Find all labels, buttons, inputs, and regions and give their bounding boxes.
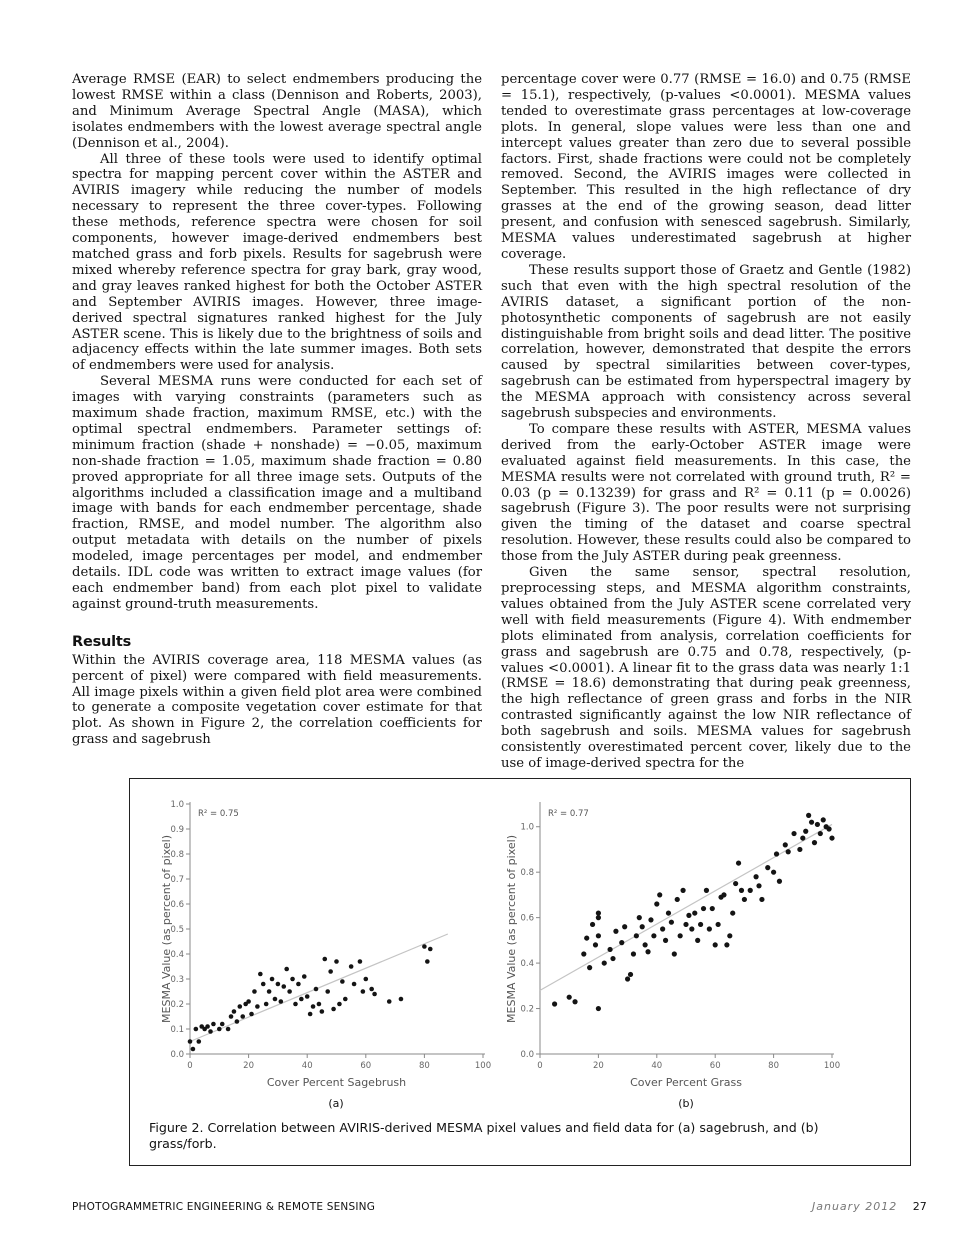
data-point: [739, 888, 744, 893]
data-point: [602, 960, 607, 965]
data-point: [678, 933, 683, 938]
figure-caption: Figure 2. Correlation between AVIRIS-derived MESMA pixel values and field data for (a) sagebrush, and (b) grass/forb.: [149, 1120, 819, 1151]
data-point: [317, 1002, 322, 1007]
data-point: [733, 881, 738, 886]
data-point: [567, 995, 572, 1000]
data-point: [829, 835, 834, 840]
data-point: [736, 860, 741, 865]
data-point: [797, 847, 802, 852]
data-point: [364, 977, 369, 982]
data-point: [208, 1029, 213, 1034]
data-point: [325, 989, 330, 994]
data-point: [261, 982, 266, 987]
data-point: [293, 1002, 298, 1007]
data-point: [625, 976, 630, 981]
data-point: [552, 1001, 557, 1006]
data-point: [651, 933, 656, 938]
y-tick-label: 0.7: [170, 875, 184, 885]
data-point: [220, 1022, 225, 1027]
data-point: [572, 999, 577, 1004]
y-tick-label: 0.0: [520, 1050, 534, 1060]
data-point: [721, 892, 726, 897]
data-point: [730, 910, 735, 915]
data-point: [314, 987, 319, 992]
y-tick-label: 0.1: [170, 1025, 184, 1035]
data-point: [637, 915, 642, 920]
y-tick-label: 0.2: [520, 1004, 534, 1015]
data-point: [273, 997, 278, 1002]
data-point: [361, 989, 366, 994]
x-tick-label: 40: [301, 1061, 313, 1071]
data-point: [299, 997, 304, 1002]
data-point: [267, 989, 272, 994]
x-tick-label: 20: [592, 1061, 604, 1071]
data-point: [713, 942, 718, 947]
data-point: [358, 959, 363, 964]
data-point: [698, 922, 703, 927]
data-point: [305, 994, 310, 999]
y-tick-label: 1.0: [520, 822, 534, 833]
y-tick-label: 0.3: [170, 975, 184, 985]
data-point: [387, 999, 392, 1004]
data-point: [422, 944, 427, 949]
data-point: [581, 951, 586, 956]
data-point: [322, 957, 327, 962]
data-point: [821, 817, 826, 822]
data-point: [689, 926, 694, 931]
y-tick-label: 0.6: [170, 900, 184, 910]
data-point: [680, 888, 685, 893]
data-point: [809, 820, 814, 825]
x-axis-label: Cover Percent Sagebrush: [266, 1076, 407, 1089]
data-point: [675, 897, 680, 902]
data-point: [235, 1019, 240, 1024]
data-point: [270, 977, 275, 982]
y-axis-label: MESMA Value (as percent of pixel): [160, 835, 173, 1023]
data-point: [328, 969, 333, 974]
data-point: [593, 942, 598, 947]
x-tick-label: 40: [651, 1061, 663, 1071]
data-point: [607, 947, 612, 952]
data-point: [596, 915, 601, 920]
issue-date: January 2012: [812, 1200, 898, 1213]
y-tick-label: 0.5: [170, 925, 184, 935]
x-tick-label: 100: [823, 1061, 841, 1071]
y-tick-label: 0.6: [520, 913, 534, 924]
y-tick-label: 0.2: [170, 1000, 184, 1010]
data-point: [240, 1014, 245, 1019]
data-point: [211, 1022, 216, 1027]
figure-2-plots: [130, 779, 910, 1115]
data-point: [786, 849, 791, 854]
x-tick-label: 0: [187, 1061, 193, 1071]
data-point: [815, 822, 820, 827]
data-point: [631, 951, 636, 956]
r-squared-label: R² = 0.75: [198, 809, 239, 819]
data-point: [777, 879, 782, 884]
data-point: [704, 888, 709, 893]
data-point: [226, 1027, 231, 1032]
paragraph: Several MESMA runs were conducted for each set of images with varying constraints (parameters such as maximum shade fraction, maximum RMSE, etc.) with the optimal spectral endmembers. Parameter settings of: minimum fraction (shade + nonshade) = −0.05, maximum non-shade fraction = 1.05, maximum shade fraction = 0.80 proved appropriate for all three image sets. Outputs of the algorithms included a classification image and a multiband image with bands for each endmember percentage, shade fraction, RMSE, and model number. The algorithm also output metadata with details on the number of pixels modeled, image percentages per model, and endmember details. IDL code was written to extract image values (for each endmember band) from each plot pixel to validate against ground-truth measurements.: [72, 374, 482, 612]
data-point: [343, 997, 348, 1002]
y-tick-label: 0.8: [170, 850, 184, 860]
data-point: [774, 851, 779, 856]
data-point: [695, 938, 700, 943]
data-point: [194, 1027, 199, 1032]
data-point: [276, 982, 281, 987]
data-point: [818, 831, 823, 836]
data-point: [334, 959, 339, 964]
page-number: 27: [912, 1200, 927, 1213]
data-point: [619, 940, 624, 945]
regression-line: [190, 934, 448, 1042]
data-point: [759, 897, 764, 902]
data-point: [428, 947, 433, 952]
y-tick-label: 1.0: [170, 800, 184, 810]
data-point: [701, 906, 706, 911]
data-point: [349, 964, 354, 969]
data-point: [284, 967, 289, 972]
journal-name: PHOTOGRAMMETRIC ENGINEERING & REMOTE SENSING: [72, 1201, 376, 1213]
y-tick-label: 0.8: [520, 868, 534, 879]
data-point: [352, 982, 357, 987]
panel-label: (b): [678, 1097, 694, 1110]
data-point: [369, 987, 374, 992]
data-point: [290, 977, 295, 982]
data-point: [645, 949, 650, 954]
data-point: [296, 982, 301, 987]
x-tick-label: 60: [360, 1061, 372, 1071]
data-point: [587, 965, 592, 970]
data-point: [648, 917, 653, 922]
data-point: [663, 938, 668, 943]
data-point: [264, 1002, 269, 1007]
data-point: [249, 1012, 254, 1017]
data-point: [320, 1009, 325, 1014]
data-point: [672, 951, 677, 956]
data-point: [311, 1004, 316, 1009]
figure-2: [129, 778, 911, 1166]
page-footer: [812, 1200, 927, 1213]
data-point: [238, 1004, 243, 1009]
data-point: [643, 942, 648, 947]
data-point: [596, 910, 601, 915]
paragraph: To compare these results with ASTER, MESMA values derived from the early-October ASTER image were evaluated against field measurements. In this case, the MESMA results were not correlated with ground truth, R² = 0.03 (p = 0.13239) for grass and R² = 0.11 (p = 0.0026) sagebrush (Figure 3). The poor results were not surprising given the timing of the dataset and coarse spectral resolution. However, these results could also be compared to those from the July ASTER during peak greenness.: [501, 421, 911, 565]
results-heading: Results: [72, 633, 132, 650]
data-point: [590, 922, 595, 927]
data-point: [812, 840, 817, 845]
data-point: [724, 942, 729, 947]
data-point: [640, 924, 645, 929]
data-point: [826, 826, 831, 831]
data-point: [188, 1039, 193, 1044]
data-point: [634, 933, 639, 938]
data-point: [596, 1006, 601, 1011]
paragraph: Given the same sensor, spectral resolution, preprocessing steps, and MESMA algorithm constraints, values obtained from the July ASTER scene correlated very well with field measurements (Figure 4). With endmember plots eliminated from analysis, correlation coefficients for grass and sagebrush are 0.75 and 0.78, respectively, (p-values <0.0001). A linear fit to the grass data was nearly 1:1 (RMSE = 18.6) demonstrating that during peak greenness, the high reflectance of green grass and forbs in the NIR contrasted significantly against the low NIR reflectance of both sagebrush and soils. MESMA values for sagebrush consistently overestimated percent cover, likely due to the use of image-derived spectra for the: [501, 565, 911, 771]
data-point: [255, 1004, 260, 1009]
r-squared-label: R² = 0.77: [548, 809, 589, 819]
data-point: [686, 913, 691, 918]
data-point: [628, 972, 633, 977]
data-point: [707, 926, 712, 931]
data-point: [596, 933, 601, 938]
data-point: [806, 813, 811, 818]
data-point: [205, 1024, 210, 1029]
x-tick-label: 80: [418, 1061, 430, 1071]
left-text-column: [72, 72, 482, 748]
data-point: [803, 829, 808, 834]
y-axis-label: MESMA Value (as percent of pixel): [505, 835, 518, 1023]
data-point: [302, 974, 307, 979]
paragraph: Within the AVIRIS coverage area, 118 MESMA values (as percent of pixel) were compared with field measurements. All image pixels within a given field plot area were combined to generate a composite vegetation cover estimate for that plot. As shown in Figure 2, the correlation coefficients for grass and sagebrush: [72, 652, 482, 748]
data-point: [232, 1009, 237, 1014]
data-point: [771, 870, 776, 875]
data-point: [252, 989, 257, 994]
data-point: [765, 865, 770, 870]
data-point: [331, 1007, 336, 1012]
data-point: [727, 933, 732, 938]
y-tick-label: 0.4: [170, 950, 184, 960]
data-point: [756, 883, 761, 888]
data-point: [783, 842, 788, 847]
data-point: [281, 984, 286, 989]
data-point: [191, 1047, 196, 1052]
data-point: [584, 935, 589, 940]
x-tick-label: 80: [768, 1061, 780, 1071]
data-point: [258, 972, 263, 977]
paragraph: All three of these tools were used to identify optimal spectra for mapping percent cover within the ASTER and AVIRIS imagery while reducing the number of models necessary to represent the three cover-types. Following these methods, reference spectra were chosen for soil components, however image-derived endmembers best matched grass and forb pixels. Results for sagebrush were mixed whereby reference spectra for gray bark, gray wood, and gray leaves ranked highest for both the October ASTER and September AVIRIS images. However, three image-derived spectral signatures ranked highest for the July ASTER scene. This is likely due to the brightness of soils and adjacency effects within the late summer images. Both sets of endmembers were used for analysis.: [72, 151, 482, 374]
data-point: [657, 892, 662, 897]
x-axis-label: Cover Percent Grass: [630, 1076, 742, 1089]
data-point: [610, 956, 615, 961]
data-point: [399, 997, 404, 1002]
data-point: [425, 959, 430, 964]
y-tick-label: 0.0: [170, 1050, 184, 1060]
data-point: [692, 910, 697, 915]
data-point: [742, 897, 747, 902]
data-point: [337, 1002, 342, 1007]
data-point: [791, 831, 796, 836]
data-point: [287, 989, 292, 994]
data-point: [753, 874, 758, 879]
data-point: [683, 922, 688, 927]
x-tick-label: 60: [709, 1061, 721, 1071]
paragraph: Average RMSE (EAR) to select endmembers producing the lowest RMSE within a class (Dennison and Roberts, 2003), and Minimum Average Spectral Angle (MASA), which isolates endmembers with the lowest average spectral angle (Dennison et al., 2004).: [72, 72, 482, 151]
data-point: [340, 979, 345, 984]
y-tick-label: 0.9: [170, 825, 184, 835]
paragraph: percentage cover were 0.77 (RMSE = 16.0) and 0.75 (RMSE = 15.1), respectively, (p-values <0.0001). MESMA values tended to overestimate grass percentages at low-coverage plots. In general, slope values were less than one and intercept values greater than zero due to several possible factors. First, shade fractions were could not be completely removed. Second, the AVIRIS images were collected in September. This resulted in the high reflectance of dry grasses at the end of the growing season, dead litter present, and confusion with senesced sagebrush. Similarly, MESMA values underestimated sagebrush at higher coverage.: [501, 72, 911, 262]
data-point: [716, 922, 721, 927]
data-point: [710, 906, 715, 911]
data-point: [622, 924, 627, 929]
x-tick-label: 0: [537, 1061, 543, 1071]
data-point: [800, 835, 805, 840]
data-point: [654, 901, 659, 906]
data-point: [196, 1039, 201, 1044]
data-point: [217, 1027, 222, 1032]
paragraph: These results support those of Graetz and Gentle (1982) such that even with the high spectral resolution of the AVIRIS dataset, a significant portion of the non-photosynthetic components of sagebrush are not easily distinguishable from bright soils and dead litter. The positive correlation, however, demonstrated that despite the errors caused by spectral similarities between cover-types, sagebrush can be estimated from hyperspectral imagery by the MESMA approach with consistency across several sagebrush subspecies and environments.: [501, 262, 911, 422]
data-point: [660, 926, 665, 931]
data-point: [748, 888, 753, 893]
panel-label: (a): [328, 1097, 344, 1110]
data-point: [613, 929, 618, 934]
data-point: [372, 992, 377, 997]
right-text-column: [501, 72, 911, 772]
data-point: [666, 910, 671, 915]
data-point: [246, 999, 251, 1004]
data-point: [229, 1014, 234, 1019]
x-tick-label: 20: [243, 1061, 255, 1071]
x-tick-label: 100: [474, 1061, 492, 1071]
y-tick-label: 0.4: [520, 959, 534, 970]
data-point: [279, 999, 284, 1004]
data-point: [669, 920, 674, 925]
data-point: [308, 1012, 313, 1017]
